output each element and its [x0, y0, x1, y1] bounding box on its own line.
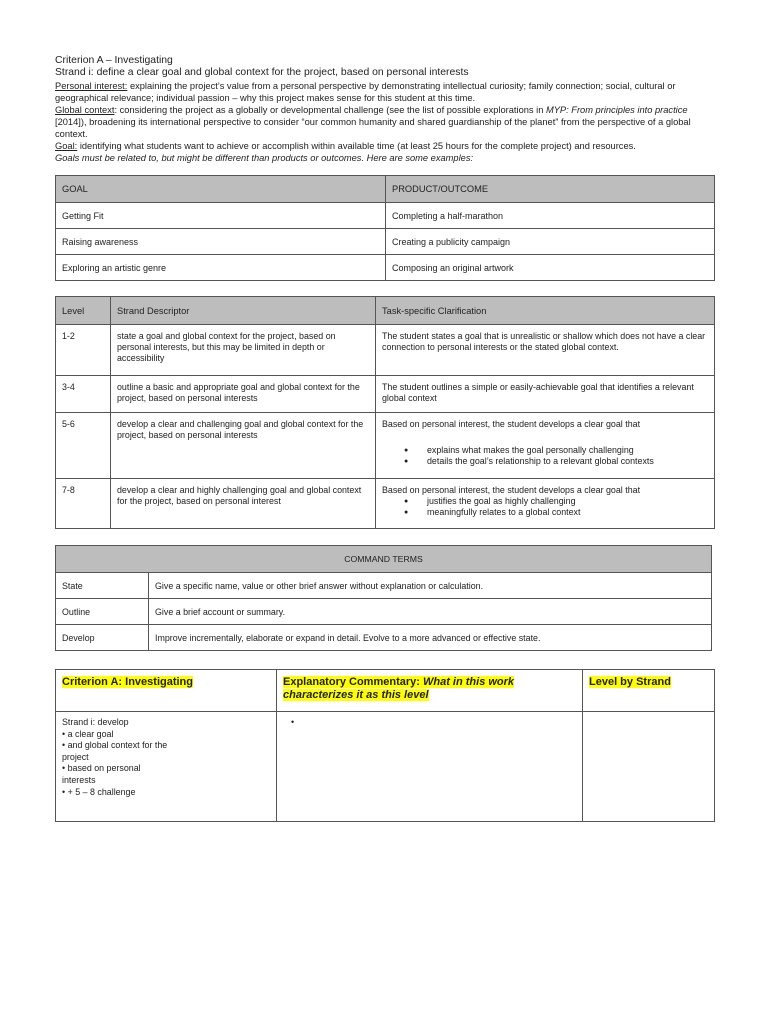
- clarification-cell: [376, 479, 715, 529]
- table-row: [56, 203, 715, 229]
- clarification-cell: The student states a goal that is unrealistic or shallow which does not have a clear connection to personal interests or the stated global context.: [376, 325, 715, 376]
- command-terms-header-row: [56, 546, 712, 573]
- goal-text: identifying what students want to achieve or accomplish within available time (at least 25 hours for the complete project) and resources.: [77, 140, 636, 151]
- descriptor-column-header: Strand Descriptor: [111, 297, 376, 325]
- global-context-text-a: : considering the project as a globally or developmental challenge (see the list of possible explorations in: [114, 104, 546, 115]
- commentary-header-question: What in this work characterizes it as this level: [283, 676, 515, 701]
- table-row: [56, 413, 715, 479]
- command-terms-header: COMMAND TERMS: [56, 546, 712, 573]
- strand-line: • + 5 – 8 challenge: [62, 786, 136, 797]
- command-terms-table: [55, 545, 712, 651]
- myp-reference: MYP: From principles into practice: [545, 104, 688, 115]
- descriptor-cell: develop a clear and challenging goal and global context for the project, based on personal interests: [111, 413, 376, 479]
- term-cell: State: [56, 573, 149, 599]
- strand-line: interests: [62, 774, 96, 785]
- criterion-heading: Criterion A – Investigating: [55, 55, 173, 66]
- level-by-strand-text: Level by Strand: [589, 676, 671, 688]
- goal-cell: Raising awareness: [56, 229, 386, 255]
- product-column-header: PRODUCT/OUTCOME: [386, 176, 715, 203]
- table-row: [56, 229, 715, 255]
- strand-cell: [56, 712, 277, 822]
- goals-header-row: [56, 176, 715, 203]
- table-row: [56, 255, 715, 281]
- descriptor-cell: develop a clear and highly challenging goal and global context for the project, based on personal interest: [111, 479, 376, 529]
- clarification-bullets: [382, 445, 708, 467]
- goal-column-header: GOAL: [56, 176, 386, 203]
- table-row: [56, 325, 715, 376]
- levels-table: [55, 296, 715, 529]
- criterion-header-text: Criterion A: Investigating: [62, 676, 193, 688]
- strand-line: Strand i: develop: [62, 717, 129, 727]
- commentary-header: [277, 670, 583, 712]
- strand-line: • a clear goal: [62, 728, 114, 739]
- strand-line: • based on personal: [62, 763, 141, 774]
- table-row: [56, 712, 715, 822]
- table-row: [56, 599, 712, 625]
- strand-statement: Strand i: define a clear goal and global context for the project, based on personal interests: [55, 67, 469, 79]
- level-by-strand-header: [583, 670, 715, 712]
- criterion-header: [56, 670, 277, 712]
- list-item: ● details the goal’s relationship to a relevant global contexts: [382, 456, 708, 467]
- level-column-header: Level: [56, 297, 111, 325]
- descriptor-cell: state a goal and global context for the project, based on personal interests, but this may be limited in depth or accessibility: [111, 325, 376, 376]
- level-cell: 3-4: [56, 376, 111, 413]
- goal-term: Goal:: [55, 140, 78, 151]
- clarification-bullets: [382, 496, 708, 518]
- level-cell: 1-2: [56, 325, 111, 376]
- list-item: ● justifies the goal as highly challenging: [382, 496, 708, 507]
- definition-cell: Improve incrementally, elaborate or expand in detail. Evolve to a more advanced or effective state.: [149, 625, 712, 651]
- global-context-text-b: [2014]), broadening its international perspective to consider “our common humanity and shared guardianship of the planet” from the perspective of a global context.: [55, 116, 691, 139]
- level-cell: 7-8: [56, 479, 111, 529]
- product-cell: Completing a half-marathon: [386, 203, 715, 229]
- level-by-strand-cell[interactable]: [583, 712, 715, 822]
- goals-table: [55, 175, 715, 281]
- commentary-bullet: •: [291, 717, 295, 727]
- level-cell: 5-6: [56, 413, 111, 479]
- criterion-intro: [55, 55, 715, 164]
- rubric-table: [55, 669, 715, 822]
- global-context-term: Global context: [55, 104, 115, 115]
- table-row: [56, 573, 712, 599]
- clarification-cell: The student outlines a simple or easily-achievable goal that identifies a relevant global context: [376, 376, 715, 413]
- commentary-header-label: Explanatory Commentary:: [283, 676, 420, 688]
- list-item: ● explains what makes the goal personally challenging: [382, 445, 708, 456]
- descriptor-cell: outline a basic and appropriate goal and global context for the project, based on personal interests: [111, 376, 376, 413]
- personal-interest-text: explaining the project’s value from a personal perspective by demonstrating intellectual curiosity; family connection; social, cultural or geographical relevance; individual passion – why this project makes sense for this student at this time.: [55, 80, 676, 103]
- clarification-text: Based on personal interest, the student develops a clear goal that: [382, 419, 641, 429]
- table-row: [56, 479, 715, 529]
- clarification-text: Based on personal interest, the student develops a clear goal that: [382, 485, 641, 495]
- table-row: [56, 376, 715, 413]
- clarification-column-header: Task-specific Clarification: [376, 297, 715, 325]
- term-cell: Develop: [56, 625, 149, 651]
- goals-note: Goals must be related to, but might be different than products or outcomes. Here are some examples:: [55, 152, 474, 163]
- levels-header-row: [56, 297, 715, 325]
- definition-cell: Give a specific name, value or other brief answer without explanation or calculation.: [149, 573, 712, 599]
- goal-cell: Exploring an artistic genre: [56, 255, 386, 281]
- list-item: ● meaningfully relates to a global context: [382, 507, 708, 518]
- strand-line: • and global context for the: [62, 740, 168, 751]
- rubric-header-row: [56, 670, 715, 712]
- personal-interest-definition: [55, 80, 715, 104]
- personal-interest-term: Personal interest:: [55, 80, 128, 91]
- definition-cell: Give a brief account or summary.: [149, 599, 712, 625]
- product-cell: Creating a publicity campaign: [386, 229, 715, 255]
- table-row: [56, 625, 712, 651]
- product-cell: Composing an original artwork: [386, 255, 715, 281]
- goal-cell: Getting Fit: [56, 203, 386, 229]
- global-context-definition: [55, 104, 715, 140]
- term-cell: Outline: [56, 599, 149, 625]
- clarification-cell: [376, 413, 715, 479]
- commentary-cell[interactable]: [277, 712, 583, 822]
- strand-line: project: [62, 751, 89, 762]
- goal-definition: [55, 140, 715, 152]
